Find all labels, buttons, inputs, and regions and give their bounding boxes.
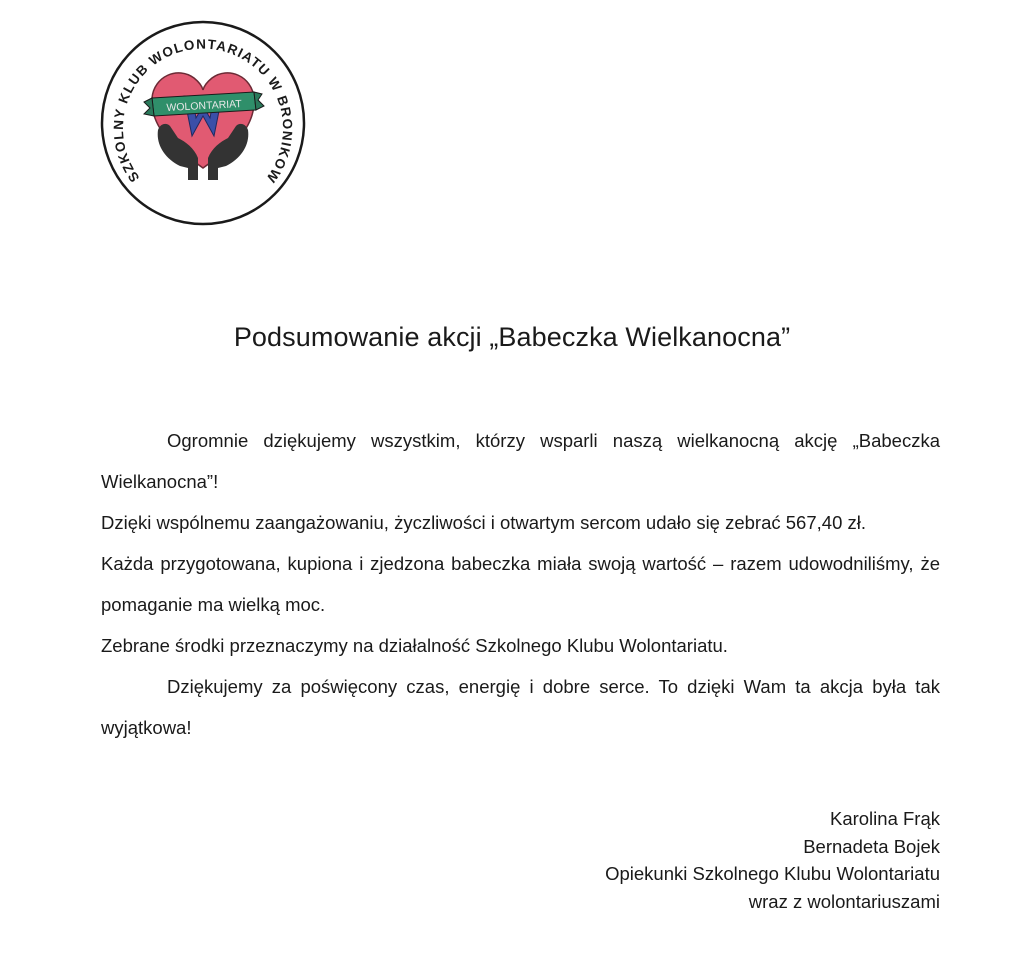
letter-body <box>101 420 940 748</box>
signature-block <box>605 805 940 915</box>
signature-name-2: Bernadeta Bojek <box>803 835 940 857</box>
paragraph-thanks: Ogromnie dziękujemy wszystkim, którzy wsparli naszą wielkanocną akcję „Babeczka Wielkanocna”! <box>101 430 940 492</box>
signature-role: Opiekunki Szkolnego Klubu Wolontariatu <box>605 863 940 884</box>
signature-name-1: Karolina Frąk <box>829 808 940 829</box>
paragraph-amount: Dzięki wspólnemu zaangażowaniu, życzliwości i otwartym sercom udało się zebrać 567,40 zł. <box>101 512 866 533</box>
paragraph-purpose: Zebrane środki przeznaczymy na działalność Szkolnego Klubu Wolontariatu. <box>101 635 728 656</box>
signature-with: wraz z wolontariuszami <box>748 890 940 912</box>
paragraph-value: Każda przygotowana, kupiona i zjedzona babeczka miała swoją wartość – razem udowodniliśmy, że pomaganie ma wielką moc. <box>101 553 940 615</box>
logo-emblem <box>98 18 308 228</box>
volunteer-club-logo <box>98 18 308 228</box>
banner-text: WOLONTARIAT <box>166 98 243 114</box>
page-title: Podsumowanie akcji „Babeczka Wielkanocna” <box>233 322 791 352</box>
logo-ring-text: SZKOLNY KLUB WOLONTARIATU W BRONIKOW <box>110 36 296 186</box>
paragraph-closing: Dziękujemy za poświęcony czas, energię i dobre serce. To dzięki Wam ta akcja była tak wyjątkowa! <box>101 676 940 738</box>
